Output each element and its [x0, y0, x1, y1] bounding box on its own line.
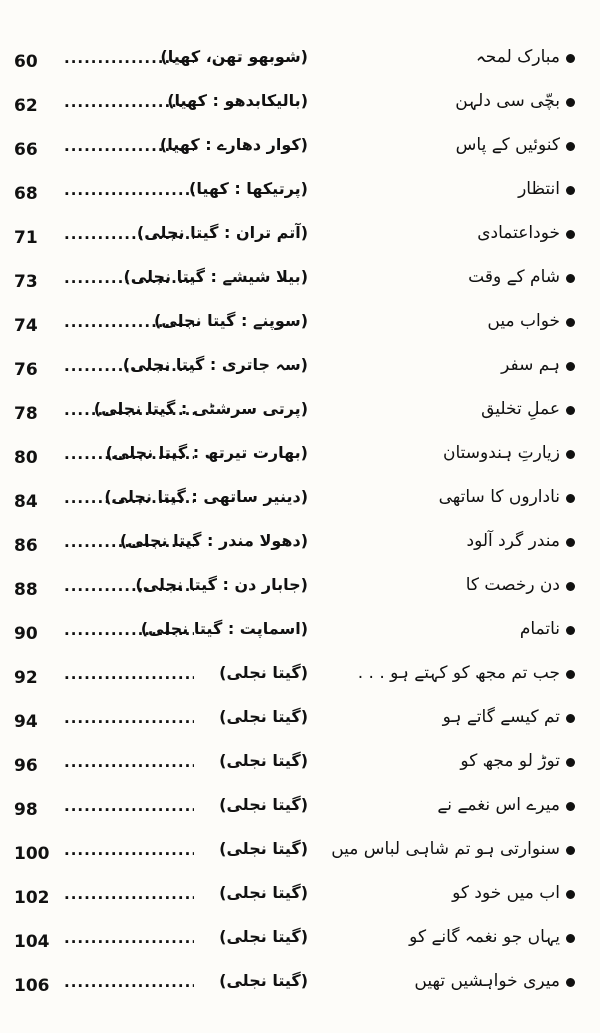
bullet-icon [566, 274, 575, 283]
poem-title: تم کیسے گاتے ہو [442, 707, 560, 727]
bullet-icon [566, 54, 575, 63]
bullet-icon [566, 142, 575, 151]
bullet-icon [566, 802, 575, 811]
poem-title: اب میں خود کو [452, 883, 560, 903]
page-number: 106 [14, 976, 50, 996]
toc-entry [0, 702, 600, 742]
bullet-icon [566, 714, 575, 723]
bullet-icon [566, 98, 575, 107]
bullet-icon [566, 846, 575, 855]
poem-title: سنوارتی ہو تم شاہی لباس میں [331, 839, 560, 859]
source-reference: (پرتیکھا : کھیا) [189, 179, 308, 198]
poem-title: ناداروں کا ساتھی [438, 487, 560, 507]
toc-entry [0, 526, 600, 566]
toc-entry [0, 42, 600, 82]
source-reference: (سہ جاتری : گیتا نجلی) [122, 355, 308, 374]
page-number: 98 [14, 800, 38, 820]
page-number: 62 [14, 96, 38, 116]
toc-entry [0, 394, 600, 434]
source-reference: (گیتا نجلی) [219, 795, 308, 814]
bullet-icon [566, 494, 575, 503]
source-reference: (گیتا نجلی) [219, 663, 308, 682]
toc-entry [0, 218, 600, 258]
poem-title: خواب میں [487, 311, 560, 331]
poem-title: میرے اس نغمے نے [437, 795, 560, 815]
page-number: 66 [14, 140, 38, 160]
source-reference: (دھولا مندر : گیتا نجلی) [119, 531, 308, 550]
page-number: 90 [14, 624, 38, 644]
poem-title: مبارک لمحہ [475, 47, 560, 67]
source-reference: (آتم تران : گیتا نجلی) [136, 223, 308, 242]
source-reference: (بیلا شیشے : گیتا نجلی) [123, 267, 308, 286]
source-reference: (پرتی سرشٹی : گیتا نجلی) [93, 399, 308, 418]
poem-title: خوداعتمادی [477, 223, 560, 243]
source-reference: (اسماپت : گیتا نجلی) [140, 619, 308, 638]
bullet-icon [566, 934, 575, 943]
toc-entry [0, 922, 600, 962]
page-number: 80 [14, 448, 38, 468]
source-reference: (گیتا نجلی) [219, 883, 308, 902]
page-number: 60 [14, 52, 38, 72]
toc-entry [0, 130, 600, 170]
toc-entry [0, 438, 600, 478]
source-reference: (گیتا نجلی) [219, 751, 308, 770]
poem-title: زیارتِ ہندوستان [443, 443, 560, 463]
toc-entry [0, 174, 600, 214]
page-number: 104 [14, 932, 50, 952]
page-number: 73 [14, 272, 38, 292]
page-number: 102 [14, 888, 50, 908]
source-reference: (گیتا نجلی) [219, 927, 308, 946]
page-number: 76 [14, 360, 38, 380]
bullet-icon [566, 890, 575, 899]
bullet-icon [566, 626, 575, 635]
page-number: 84 [14, 492, 38, 512]
page-number: 78 [14, 404, 38, 424]
toc-entry [0, 966, 600, 1006]
bullet-icon [566, 230, 575, 239]
dot-leader [64, 838, 194, 862]
toc-entry [0, 86, 600, 126]
bullet-icon [566, 670, 575, 679]
page-number: 74 [14, 316, 38, 336]
toc-entry [0, 570, 600, 610]
source-reference: (بھارت تیرتھ : گیتا نجلی) [105, 443, 308, 462]
dot-leader [64, 662, 194, 686]
source-reference: (شوبھو تھن، کھیا) [160, 47, 308, 66]
bullet-icon [566, 362, 575, 371]
toc-entry [0, 482, 600, 522]
poem-title: یہاں جو نغمہ گانے کو [409, 927, 560, 947]
poem-title: عملِ تخلیق [481, 399, 560, 419]
bullet-icon [566, 582, 575, 591]
toc-entry [0, 306, 600, 346]
poem-title: توڑ لو مجھ کو [460, 751, 560, 771]
dot-leader [64, 794, 194, 818]
toc-entry [0, 790, 600, 830]
dot-leader [64, 750, 194, 774]
poem-title: میری خواہشیں تھیں [414, 971, 560, 991]
bullet-icon [566, 406, 575, 415]
poem-title: جب تم مجھ کو کہتے ہو . . . [357, 663, 560, 683]
poem-title: دن رخصت کا [465, 575, 560, 595]
poem-title: کنوئیں کے پاس [455, 135, 560, 155]
bullet-icon [566, 186, 575, 195]
bullet-icon [566, 978, 575, 987]
source-reference: (گیتا نجلی) [219, 971, 308, 990]
bullet-icon [566, 318, 575, 327]
toc-entry [0, 350, 600, 390]
bullet-icon [566, 758, 575, 767]
bullet-icon [566, 450, 575, 459]
poem-title: ہم سفر [501, 355, 560, 375]
page-number: 94 [14, 712, 38, 732]
page-number: 100 [14, 844, 50, 864]
dot-leader [64, 706, 194, 730]
toc-entry [0, 746, 600, 786]
source-reference: (جابار دن : گیتا نجلی) [135, 575, 308, 594]
dot-leader [64, 926, 194, 950]
dot-leader [64, 882, 194, 906]
dot-leader [64, 178, 194, 202]
bullet-icon [566, 538, 575, 547]
source-reference: (گیتا نجلی) [219, 839, 308, 858]
poem-title: شام کے وقت [468, 267, 560, 287]
toc-entry [0, 658, 600, 698]
page-number: 96 [14, 756, 38, 776]
page-number: 71 [14, 228, 38, 248]
source-reference: (بالیکابدھو : کھیا) [167, 91, 308, 110]
toc-entry [0, 614, 600, 654]
page-number: 92 [14, 668, 38, 688]
poem-title: انتظار [518, 179, 560, 199]
toc-entry [0, 262, 600, 302]
toc-entry [0, 878, 600, 918]
source-reference: (دینیر ساتھی : گیتا نجلی) [104, 487, 308, 506]
source-reference: (کوار دھارے : کھیا) [159, 135, 308, 154]
dot-leader [64, 970, 194, 994]
page-number: 88 [14, 580, 38, 600]
poem-title: مندر گرد آلود [466, 531, 560, 551]
page-number: 86 [14, 536, 38, 556]
toc-entry [0, 834, 600, 874]
source-reference: (گیتا نجلی) [219, 707, 308, 726]
source-reference: (سوپنے : گیتا نجلی) [153, 311, 308, 330]
page-number: 68 [14, 184, 38, 204]
poem-title: ناتمام [519, 619, 560, 639]
poem-title: بچّی سی دلہن [455, 91, 560, 111]
